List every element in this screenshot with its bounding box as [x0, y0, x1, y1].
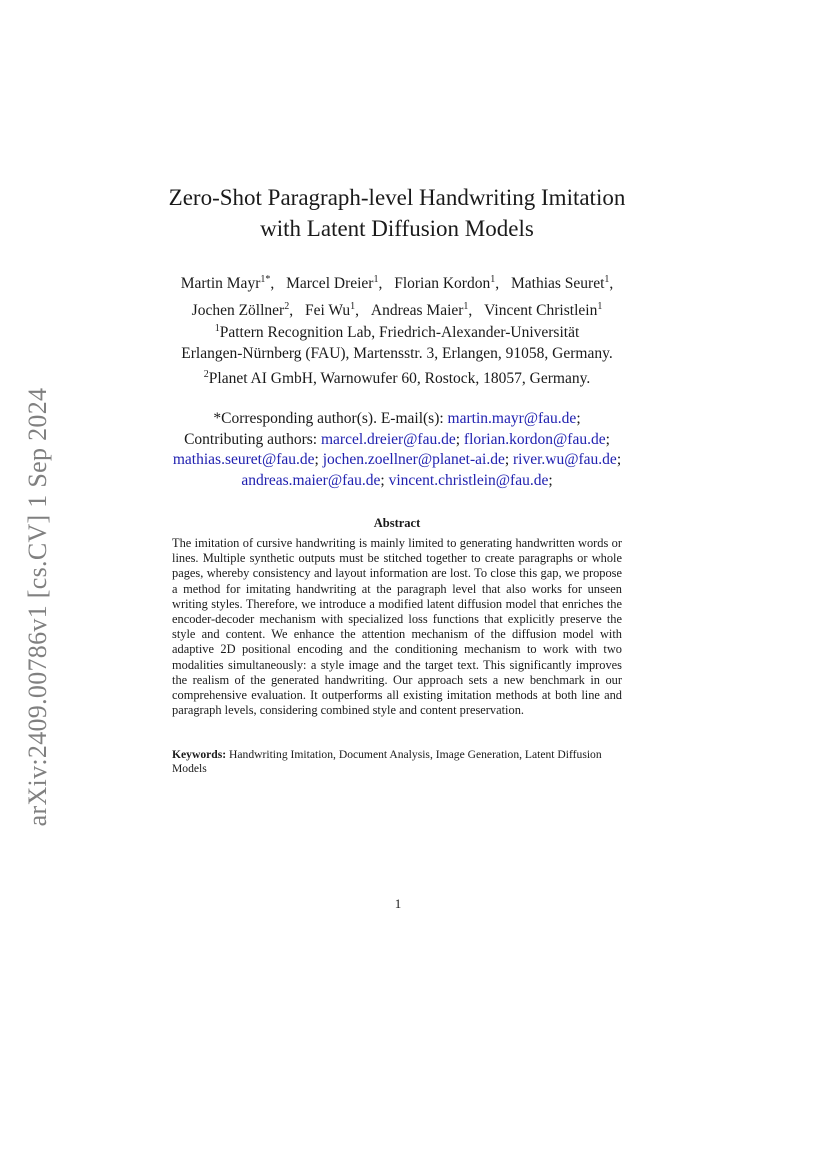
author: Mathias Seuret$^1$, [510, 274, 614, 293]
author: Marcel Dreier$^1$, [286, 274, 383, 293]
email-link[interactable]: river.wu@fau.de [513, 451, 617, 468]
paper-title [120, 182, 674, 244]
corresponding-author-line: *Corresponding author(s). E-mail(s): martin.mayr@fau.de; [213, 410, 581, 427]
affiliation-2: $^2$Planet AI GmbH, Warnowufer 60, Rostock, 18057, Germany. [203, 369, 591, 388]
title-line-2: with Latent Diffusion Models [260, 216, 534, 241]
email-link[interactable]: martin.mayr@fau.de [447, 410, 577, 427]
contributing-authors-line: mathias.seuret@fau.de; jochen.zoellner@planet-ai.de; river.wu@fau.de; [172, 451, 622, 468]
email-link[interactable]: vincent.christlein@fau.de [388, 471, 549, 489]
author: Martin Mayr$^{1*}$, [180, 274, 275, 293]
email-link[interactable]: florian.kordon@fau.de [463, 430, 606, 448]
author-list [120, 268, 674, 322]
arxiv-identifier[interactable]: arXiv:2409.00786v1 [cs.CV] 1 Sep 2024 [23, 387, 52, 827]
email-link[interactable]: andreas.maier@fau.de [241, 471, 381, 489]
author: Vincent Christlein$^1$ [484, 301, 603, 320]
author-line-1 [120, 268, 674, 295]
page-number: 1 [394, 896, 402, 911]
affiliation-1-line-1: $^1$Pattern Recognition Lab, Friedrich-Alexander-Universität [214, 323, 580, 342]
affiliation-1-line-2: Erlangen-Nürnberg (FAU), Martensstr. 3, Erlangen, 91058, Germany. [181, 345, 613, 363]
abstract-heading: Abstract [373, 516, 421, 530]
keywords-text: Handwriting Imitation, Document Analysis, Image Generation, Latent Diffusion Models [172, 748, 602, 775]
contributing-authors-line: andreas.maier@fau.de; vincent.christlein@fau.de; [241, 471, 553, 489]
author: Andreas Maier$^1$, [370, 301, 473, 320]
author: Jochen Zöllner$^2$, [191, 301, 294, 320]
email-link[interactable]: mathias.seuret@fau.de [172, 451, 315, 468]
keywords-label: Keywords: [172, 748, 227, 761]
email-link[interactable]: jochen.zoellner@planet-ai.de [322, 451, 505, 468]
author: Florian Kordon$^1$, [394, 274, 500, 293]
email-link[interactable]: marcel.dreier@fau.de [320, 430, 456, 448]
contributing-authors-line: Contributing authors: marcel.dreier@fau.de; florian.kordon@fau.de; [184, 430, 610, 448]
keywords [172, 748, 622, 776]
affiliations [120, 318, 674, 389]
abstract-text: The imitation of cursive handwriting is mainly limited to generating handwritten words or lines. Multiple synthetic outputs must be stitched together to create paragraphs or whole pages, whereby consistency and layout information are lost. To close this gap, we propose a method for imitating handwriting at the paragraph level that also works for unseen writing styles. Therefore, we introduce a modified latent diffusion model that enriches the encoder-decoder mechanism with specialized loss functions that explicitly preserve the style and content. We enhance the attention mechanism of the diffusion model with adaptive 2D positional encoding and the conditioning mechanism to work with two modalities simultaneously: a style image and the target text. This significantly improves the realism of the generated handwriting. Our approach sets a new benchmark in our comprehensive evaluation. It outperforms all existing imitation methods at both line and paragraph levels, considering combined style and content preservation. [172, 536, 622, 718]
title-line-1: Zero-Shot Paragraph-level Handwriting Imitation [168, 185, 626, 210]
author: Fei Wu$^1$, [304, 301, 360, 320]
contact-emails [120, 409, 674, 491]
